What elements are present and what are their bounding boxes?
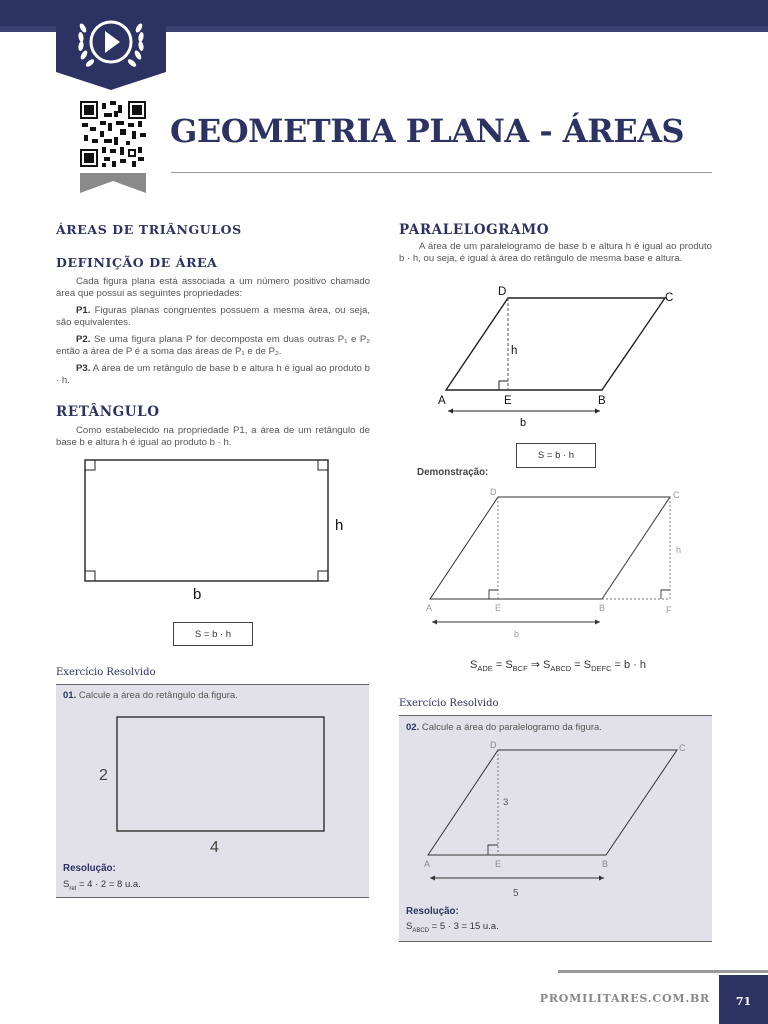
exercise-1-rectangle-diagram <box>95 712 335 860</box>
rectangle-diagram <box>80 455 360 605</box>
exercise-1-resolution: $S_{ret} = 4 \cdot 2 = 8$ u.a. <box>63 879 141 892</box>
exercise-heading-1: Exercício Resolvido <box>56 667 156 678</box>
ex1-height-label: 2 <box>99 767 108 784</box>
demonstration-formula: $S_{ADE} = S_{BCF}$ ⇒ $S_{ABCD} = S_{DEFC} = b \cdot h$ <box>470 659 647 674</box>
rect-height-label: h <box>335 517 344 534</box>
parallelogram-diagram <box>430 282 690 432</box>
property-p3: P3. A área de um retângulo de base b e altura h é igual ao produto b · h. <box>56 363 370 386</box>
svg-text:D: D <box>490 740 497 750</box>
svg-text:h: h <box>511 345 518 357</box>
parallelogram-formula-box: S = b · h <box>516 443 596 468</box>
footer-site-link[interactable]: PROMILITARES.COM.BR <box>539 992 710 1005</box>
svg-text:E: E <box>495 859 502 869</box>
svg-text:b: b <box>520 417 527 429</box>
svg-text:C: C <box>679 743 686 753</box>
rect-base-label: b <box>193 586 202 603</box>
svg-text:C: C <box>673 490 680 500</box>
svg-text:C: C <box>665 292 674 304</box>
svg-text:B: B <box>599 603 606 613</box>
svg-text:D: D <box>498 286 507 298</box>
svg-text:B: B <box>602 859 609 869</box>
parallelogram-intro: A área de um paralelogramo de base b e altura h é igual ao produto b · h, ou seja, é igual à área do retângulo de mesma base e altura. <box>399 241 712 264</box>
page-title: GEOMETRIA PLANA - ÁREAS <box>170 112 685 150</box>
title-divider <box>171 172 712 173</box>
svg-text:B: B <box>598 395 606 407</box>
exercise-1-resolution-label: Resolução: <box>63 863 116 874</box>
exercise-2-resolution-label: Resolução: <box>406 906 459 917</box>
section-heading-triangle-areas: ÁREAS DE TRIÂNGULOS <box>56 222 242 237</box>
play-laurel-badge-icon <box>56 0 166 90</box>
qr-tab-marker <box>80 173 146 193</box>
section-heading-area-definition: DEFINIÇÃO DE ÁREA <box>56 255 218 270</box>
rectangle-text: Como estabelecido na propriedade P1, a área de um retângulo de base b e altura h é igual ao produto b · h. <box>56 425 370 448</box>
svg-text:E: E <box>495 603 502 613</box>
section-heading-rectangle: RETÂNGULO <box>56 404 160 420</box>
svg-text:A: A <box>426 603 433 613</box>
exercise-1-question: 01. Calcule a área do retângulo da figura. <box>63 690 238 701</box>
svg-text:E: E <box>504 395 512 407</box>
ex1-base-label: 4 <box>210 839 219 856</box>
exercise-heading-2: Exercício Resolvido <box>399 698 499 709</box>
qr-code-icon[interactable] <box>80 101 146 167</box>
footer-rule <box>558 970 768 973</box>
svg-text:F: F <box>666 605 672 615</box>
rectangle-formula-box: S = b · h <box>173 622 253 646</box>
svg-text:b: b <box>514 629 520 639</box>
svg-text:A: A <box>424 859 431 869</box>
exercise-2-resolution: $S_{ABCD} = 5 \cdot 3 = 15$ u.a. <box>406 921 499 934</box>
section-heading-parallelogram: PARALELOGRAMO <box>399 222 550 238</box>
property-p2: P2. Se uma figura plana P for decomposta em duas outras P₁ e P₂ então a área de P é a soma das áreas de P₁ e de P₂. <box>56 334 370 357</box>
exercise-2-parallelogram-diagram <box>420 737 700 903</box>
demonstration-label: Demonstração: <box>417 467 489 478</box>
svg-text:3: 3 <box>503 797 509 808</box>
exercise-2-question: 02. Calcule a área do paralelogramo da figura. <box>406 722 602 733</box>
page-number: 71 <box>719 975 768 1024</box>
definition-intro: Cada figura plana está associada a um número positivo chamado área que possui as seguintes propriedades: <box>56 276 370 299</box>
property-p1: P1. Figuras planas congruentes possuem a mesma área, ou seja, são equivalentes. <box>56 305 370 328</box>
demonstration-diagram <box>420 483 690 643</box>
svg-text:D: D <box>490 487 497 497</box>
svg-text:h: h <box>676 545 682 555</box>
svg-text:5: 5 <box>513 888 519 899</box>
svg-text:A: A <box>438 395 446 407</box>
